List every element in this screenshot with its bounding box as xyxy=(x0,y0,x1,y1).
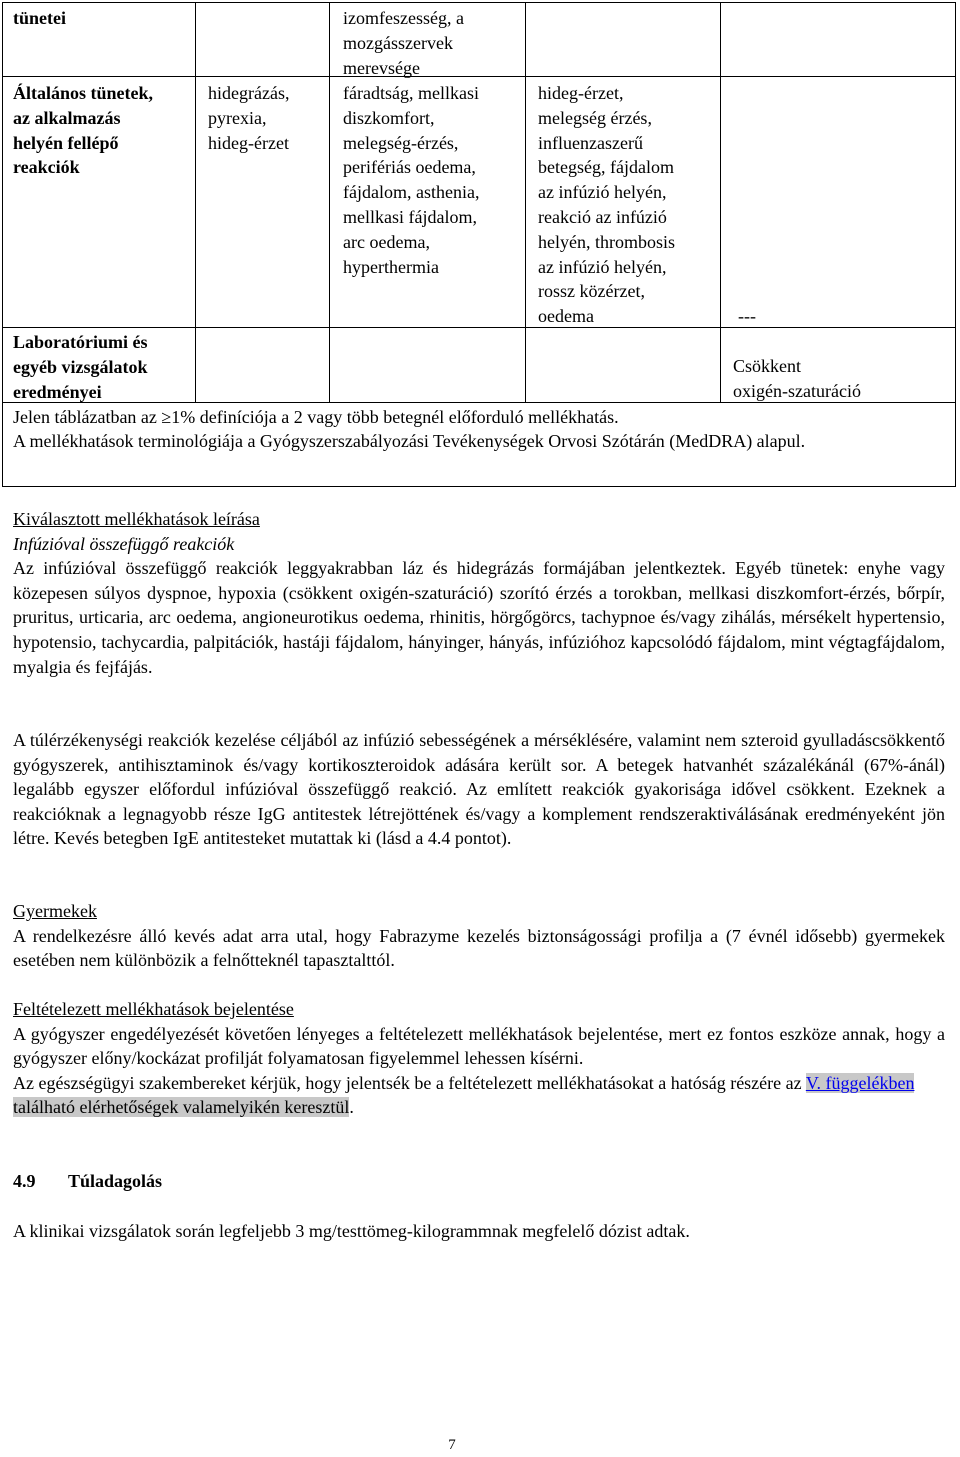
reporting-period: . xyxy=(349,1097,354,1118)
table-border-top xyxy=(2,2,956,3)
column-divider-2 xyxy=(329,2,330,403)
section-number: 4.9 xyxy=(13,1171,36,1191)
section-children xyxy=(13,899,945,973)
row2-col4: hideg-érzet, melegség érzés, influenzaszerű betegség, fájdalom az infúzió helyén, reakció az infúzió helyén, thrombosis az infúzió helyén, rossz közérzet, oedema xyxy=(538,83,675,327)
row1-col3: izomfeszesség, a mozgásszervek merevsége xyxy=(343,8,464,78)
row2-col3: fáradtság, mellkasi diszkomfort, melegség-érzés, perifériás oedema, fájdalom, asthenia, mellkasi fájdalom, arc oedema, hyperthermia xyxy=(343,83,480,277)
section-title-reporting: Feltételezett mellékhatások bejelentése xyxy=(13,999,294,1019)
section-hypersensitivity xyxy=(13,728,945,851)
row-divider-1 xyxy=(2,76,956,77)
section-subtitle-infusion: Infúzióval összefüggő reakciók xyxy=(13,533,235,554)
section-reporting xyxy=(13,997,945,1120)
appendix-v-link[interactable]: V. függelékben xyxy=(805,1072,915,1093)
section-heading-overdose xyxy=(13,1169,162,1193)
column-divider-3 xyxy=(525,2,526,403)
row3-label: Laboratóriumi és egyéb vizsgálatok eredményei xyxy=(13,332,148,402)
row-divider-2 xyxy=(2,327,956,328)
reporting-text-start: Az egészségügyi szakembereket kérjük, hogy jelentsék be a feltételezett mellékhatásokat a hatóság részére az xyxy=(13,1072,806,1093)
paragraph-children: A rendelkezésre álló kevés adat arra utal, hogy Fabrazyme kezelés biztonságossági profilja a (7 évnél idősebb) gyermekek esetében nem különbözik a felnőtteknél tapasztalttól. xyxy=(13,925,945,971)
paragraph-reporting-importance: A gyógyszer engedélyezését követően lényeges a feltételezett mellékhatások bejelentése, mert ez fontos eszköze annak, hogy a gyógyszer előny/kockázat profilját folyamatosan figyelemmel lehessen kísérni. xyxy=(13,1023,945,1069)
row3-col5: Csökkent oxigén-szaturáció xyxy=(733,356,861,401)
paragraph-hypersensitivity: A túlérzékenységi reakciók kezelése céljából az infúzió sebességének a mérséklésére, valamint nem szteroid gyulladáscsökkentő gyógyszerek, antihisztaminok és/vagy kortikoszteroidok adására került sor. A betegek hatvanhét százalékánál (67%-ánál) legalább egyszer előfordul infúzióval összefüggő reakció. Az említett reakciók gyakorisága idővel csökkent. Ezeknek a reakcióknak a legnagyobb része IgG antitestek létrejöttének és/vagy a komplement rendszeraktiválásának eredményeként jön létre. Kevés betegben IgE antitesteket mutattak ki (lásd a 4.4 pontot). xyxy=(13,730,945,849)
paragraph-overdose: A klinikai vizsgálatok során legfeljebb 3 mg/testtömeg-kilogrammnak megfelelő dózist adtak. xyxy=(13,1221,690,1241)
table-border-left xyxy=(2,2,3,487)
row2-col2: hidegrázás, pyrexia, hideg-érzet xyxy=(208,83,290,153)
column-divider-4 xyxy=(720,2,721,403)
row2-col5: --- xyxy=(738,306,756,326)
table-border-bottom xyxy=(2,486,956,487)
table-footnote-definition: Jelen táblázatban az ≥1% definíciója a 2 vagy több betegnél előforduló mellékhatás. xyxy=(13,407,619,427)
section-heading-title: Túladagolás xyxy=(68,1171,163,1191)
section-selected-adverse-reactions xyxy=(13,507,945,679)
table-border-right xyxy=(955,2,956,487)
row2-label: Általános tünetek, az alkalmazás helyén fellépő reakciók xyxy=(13,83,154,178)
section-overdose-body xyxy=(13,1219,945,1244)
reporting-text-end: található elérhetőségek valamelyikén keresztül xyxy=(13,1097,350,1118)
section-title-selected: Kiválasztott mellékhatások leírása xyxy=(13,509,260,529)
row1-label: tünetei xyxy=(13,8,66,28)
section-title-children: Gyermekek xyxy=(13,901,97,921)
page-number: 7 xyxy=(448,1437,456,1453)
table-footnote-meddra: A mellékhatások terminológiája a Gyógyszerszabályozási Tevékenységek Orvosi Szótárán (MedDRA) alapul. xyxy=(13,431,806,451)
paragraph-reporting-contact xyxy=(13,1071,945,1120)
column-divider-1 xyxy=(195,2,196,403)
paragraph-infusion-reactions: Az infúzióval összefüggő reakciók leggyakrabban láz és hidegrázás formájában jelentkeztek. Egyéb tünetek: enyhe vagy közepesen súlyos dyspnoe, hypoxia (csökkent oxigén-szaturáció) szorító érzés a torokban, mellkasi diszkomfort-érzés, bőrpír, pruritus, urticaria, arc oedema, angioneurotikus oedema, rhinitis, hörgőgörcs, tachypnoe és/vagy zihálás, mérsékelt hypertensio, hypotensio, tachycardia, palpitációk, hastáji fájdalom, hányinger, hányás, infúzióhoz kapcsolódó fájdalom, mint végtagfájdalom, myalgia és fejfájás. xyxy=(13,558,945,677)
